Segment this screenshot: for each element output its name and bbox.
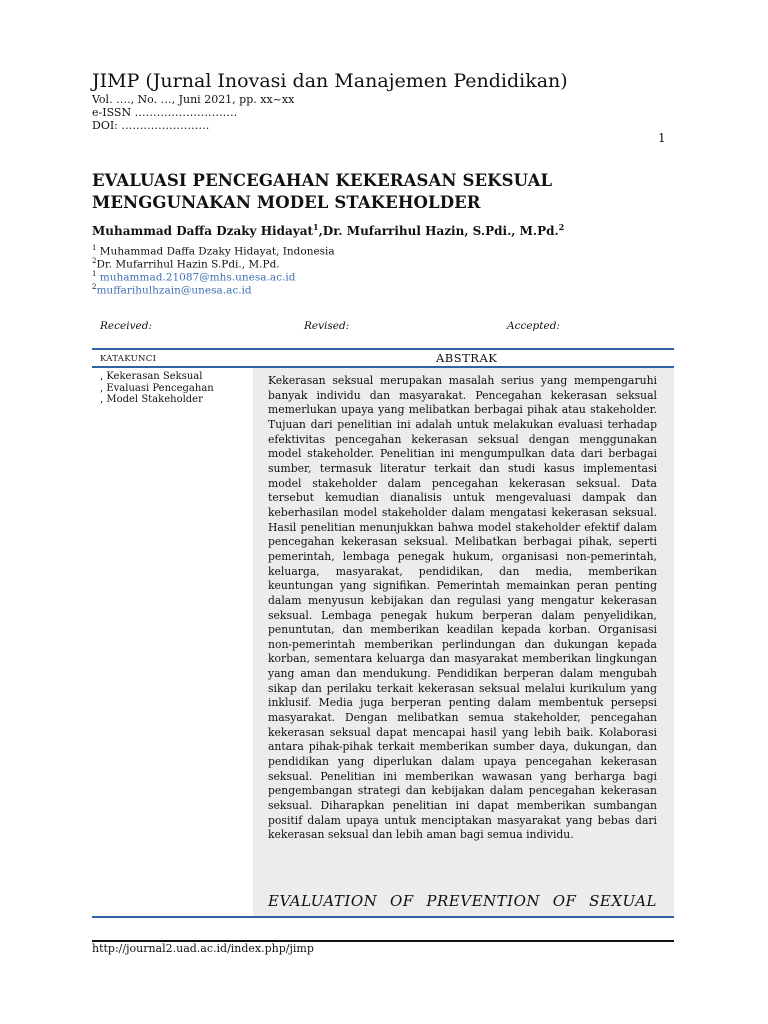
email-1-link[interactable]: muhammad.21087@mhs.unesa.ac.id	[96, 271, 296, 284]
accepted-label: Accepted:	[507, 320, 560, 332]
article-title: EVALUASI PENCEGAHAN KEKERASAN SEKSUAL MENGGUNAKAN MODEL STAKEHOLDER	[92, 171, 553, 212]
author-1-sup: 1	[313, 222, 319, 232]
author-1-name: Muhammad Daffa Dzaky Hidayat	[92, 224, 314, 238]
email-2-sup: 2	[92, 283, 97, 291]
keyword-item: , Model Stakeholder	[100, 394, 203, 405]
journal-volume: Vol. …., No. …, Juni 2021, pp. xx~xx	[92, 93, 295, 106]
journal-doi: DOI: ……………………	[92, 119, 210, 132]
revised-label: Revised:	[304, 320, 350, 332]
table-bottom-rule	[92, 916, 674, 918]
table-top-rule	[92, 348, 674, 350]
affiliation-1-text: Muhammad Daffa Dzaky Hidayat, Indonesia	[96, 245, 335, 258]
affiliation-2-text: Dr. Mufarrihul Hazin S.Pdi., M.Pd.	[96, 258, 280, 271]
email-1-sup: 1	[92, 270, 97, 278]
author-2-name: ,Dr. Mufarrihul Hazin, S.Pdi., M.Pd.	[318, 224, 559, 238]
author-line	[92, 222, 564, 238]
abstract-text: Kekerasan seksual merupakan masalah serius yang mempengaruhi banyak individu dan masyarakat. Pencegahan kekerasan seksual memerlukan upaya yang melibatkan berbagai pihak atau stakeholder. Tujuan dari penelitian ini adalah untuk melakukan evaluasi terhadap efektivitas pencegahan kekerasan seksual dengan menggunakan model stakeholder. Penelitian ini mengumpulkan data dari berbagai sumber, termasuk literatur terkait dan studi kasus implementasi model stakeholder dalam pencegahan kekerasan seksual. Data tersebut kemudian dianalisis untuk mengevaluasi dampak dan keberhasilan model stakeholder dalam mengatasi kekerasan seksual. Hasil penelitian menunjukkan bahwa model stakeholder efektif dalam pencegahan kekerasan seksual. Melibatkan berbagai pihak, seperti pemerintah, lembaga penegak hukum, organisasi non-pemerintah, keluarga, masyarakat, pendidikan, dan media, memberikan keuntungan yang signifikan. Pemerintah memainkan peran penting dalam menyusun kebijakan dan regulasi yang mengatur kekerasan seksual. Lembaga penegak hukum berperan dalam penyelidikan, penuntutan, dan memberikan keadilan kepada korban. Organisasi non-pemerintah memberikan perlindungan dan dukungan kepada korban, sementara keluarga dan masyarakat memberikan lingkungan yang aman dan mendukung. Pendidikan berperan dalam mengubah sikap dan perilaku terkait kekerasan seksual melalui kurikulum yang inklusif. Media juga berperan penting dalam membentuk persepsi masyarakat. Dengan melibatkan semua stakeholder, pencegahan kekerasan seksual dapat mencapai hasil yang lebih baik. Kolaborasi antara pihak-pihak terkait memberikan sumber daya, dukungan, dan pendidikan yang diperlukan dalam upaya pencegahan kekerasan seksual. Penelitian ini memberikan wawasan yang berharga bagi pengembangan strategi dan kebijakan dalam pencegahan kekerasan seksual. Diharapkan penelitian ini dapat memberikan sumbangan positif dalam upaya untuk menciptakan masyarakat yang bebas dari kekerasan seksual dan lebih aman bagi semua individu.	[268, 374, 657, 842]
keyword-item: , Kekerasan Seksual	[100, 371, 203, 382]
author-2-sup: 2	[558, 222, 565, 232]
page-number: 1	[658, 131, 666, 145]
english-title: EVALUATION OF PREVENTION OF SEXUAL	[268, 892, 657, 910]
journal-title: JIMP (Jurnal Inovasi dan Manajemen Pendidikan)	[92, 70, 568, 92]
email-2-link[interactable]: muffarihulhzain@unesa.ac.id	[96, 284, 252, 297]
keywords-heading: KATAKUNCI	[100, 354, 157, 364]
received-label: Received:	[100, 320, 152, 332]
journal-eissn: e-ISSN ……………………….	[92, 106, 238, 119]
email-2[interactable]	[92, 281, 252, 298]
abstract-heading: ABSTRAK	[436, 351, 498, 365]
keywords-list	[100, 371, 214, 406]
footer-url[interactable]: http://journal2.uad.ac.id/index.php/jimp	[92, 942, 314, 955]
affiliation-1-sup: 1	[92, 244, 97, 252]
affiliation-2-sup: 2	[92, 257, 97, 265]
keyword-item: , Evaluasi Pencegahan	[100, 382, 214, 394]
